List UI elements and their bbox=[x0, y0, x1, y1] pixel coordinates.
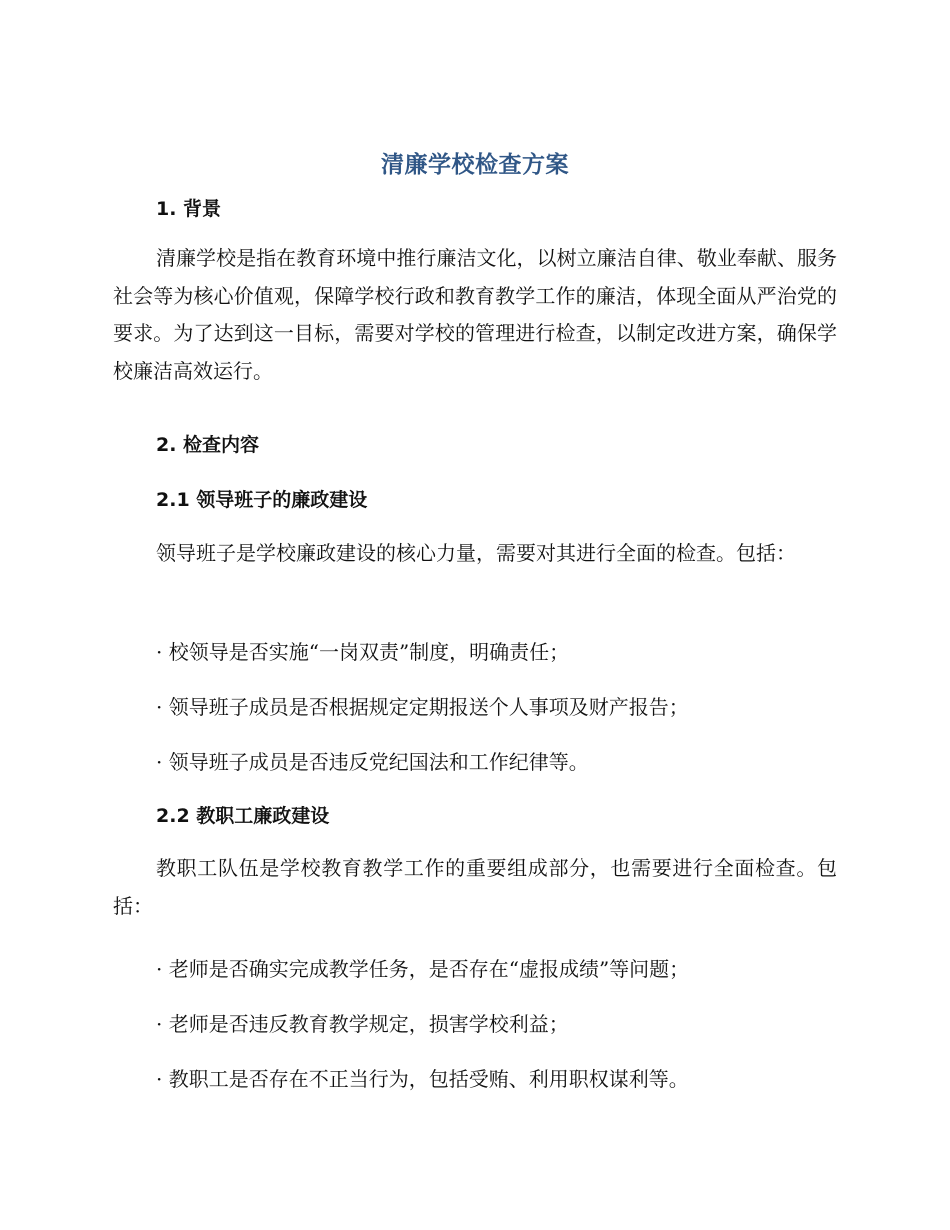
staff-bullet-item: · 教职工是否存在不正当行为，包括受贿、利用职权谋利等。 bbox=[156, 1067, 689, 1091]
subsection-heading-leadership: 2.1 领导班子的廉政建设 bbox=[156, 489, 368, 511]
document-title: 清廉学校检查方案 bbox=[381, 152, 569, 178]
background-paragraph: 清廉学校是指在教育环境中推行廉洁文化，以树立廉洁自律、敬业奉献、服务社会等为核心价值观，保障学校行政和教育教学工作的廉洁，体现全面从严治党的要求。为了达到这一目标，需要对学校的管理进行检查，以制定改进方案，确保学校廉洁高效运行。 bbox=[113, 246, 837, 383]
staff-paragraph: 教职工队伍是学校教育教学工作的重要组成部分，也需要进行全面检查。包括： bbox=[113, 856, 837, 918]
section-heading-background: 1. 背景 bbox=[156, 198, 222, 220]
leadership-bullet-item: · 校领导是否实施“一岗双责”制度，明确责任； bbox=[156, 640, 570, 664]
subsection-heading-staff: 2.2 教职工廉政建设 bbox=[156, 805, 330, 827]
leadership-bullet-item: · 领导班子成员是否根据规定定期报送个人事项及财产报告； bbox=[156, 695, 689, 719]
staff-bullet-item: · 老师是否确实完成教学任务，是否存在“虚报成绩”等问题； bbox=[156, 957, 690, 981]
staff-bullet-item: · 老师是否违反教育教学规定，损害学校利益； bbox=[156, 1012, 569, 1036]
leadership-bullet-item: · 领导班子成员是否违反党纪国法和工作纪律等。 bbox=[156, 750, 589, 774]
leadership-paragraph: 领导班子是学校廉政建设的核心力量，需要对其进行全面的检查。包括： bbox=[156, 541, 796, 565]
section-heading-inspection-content: 2. 检查内容 bbox=[156, 434, 260, 456]
